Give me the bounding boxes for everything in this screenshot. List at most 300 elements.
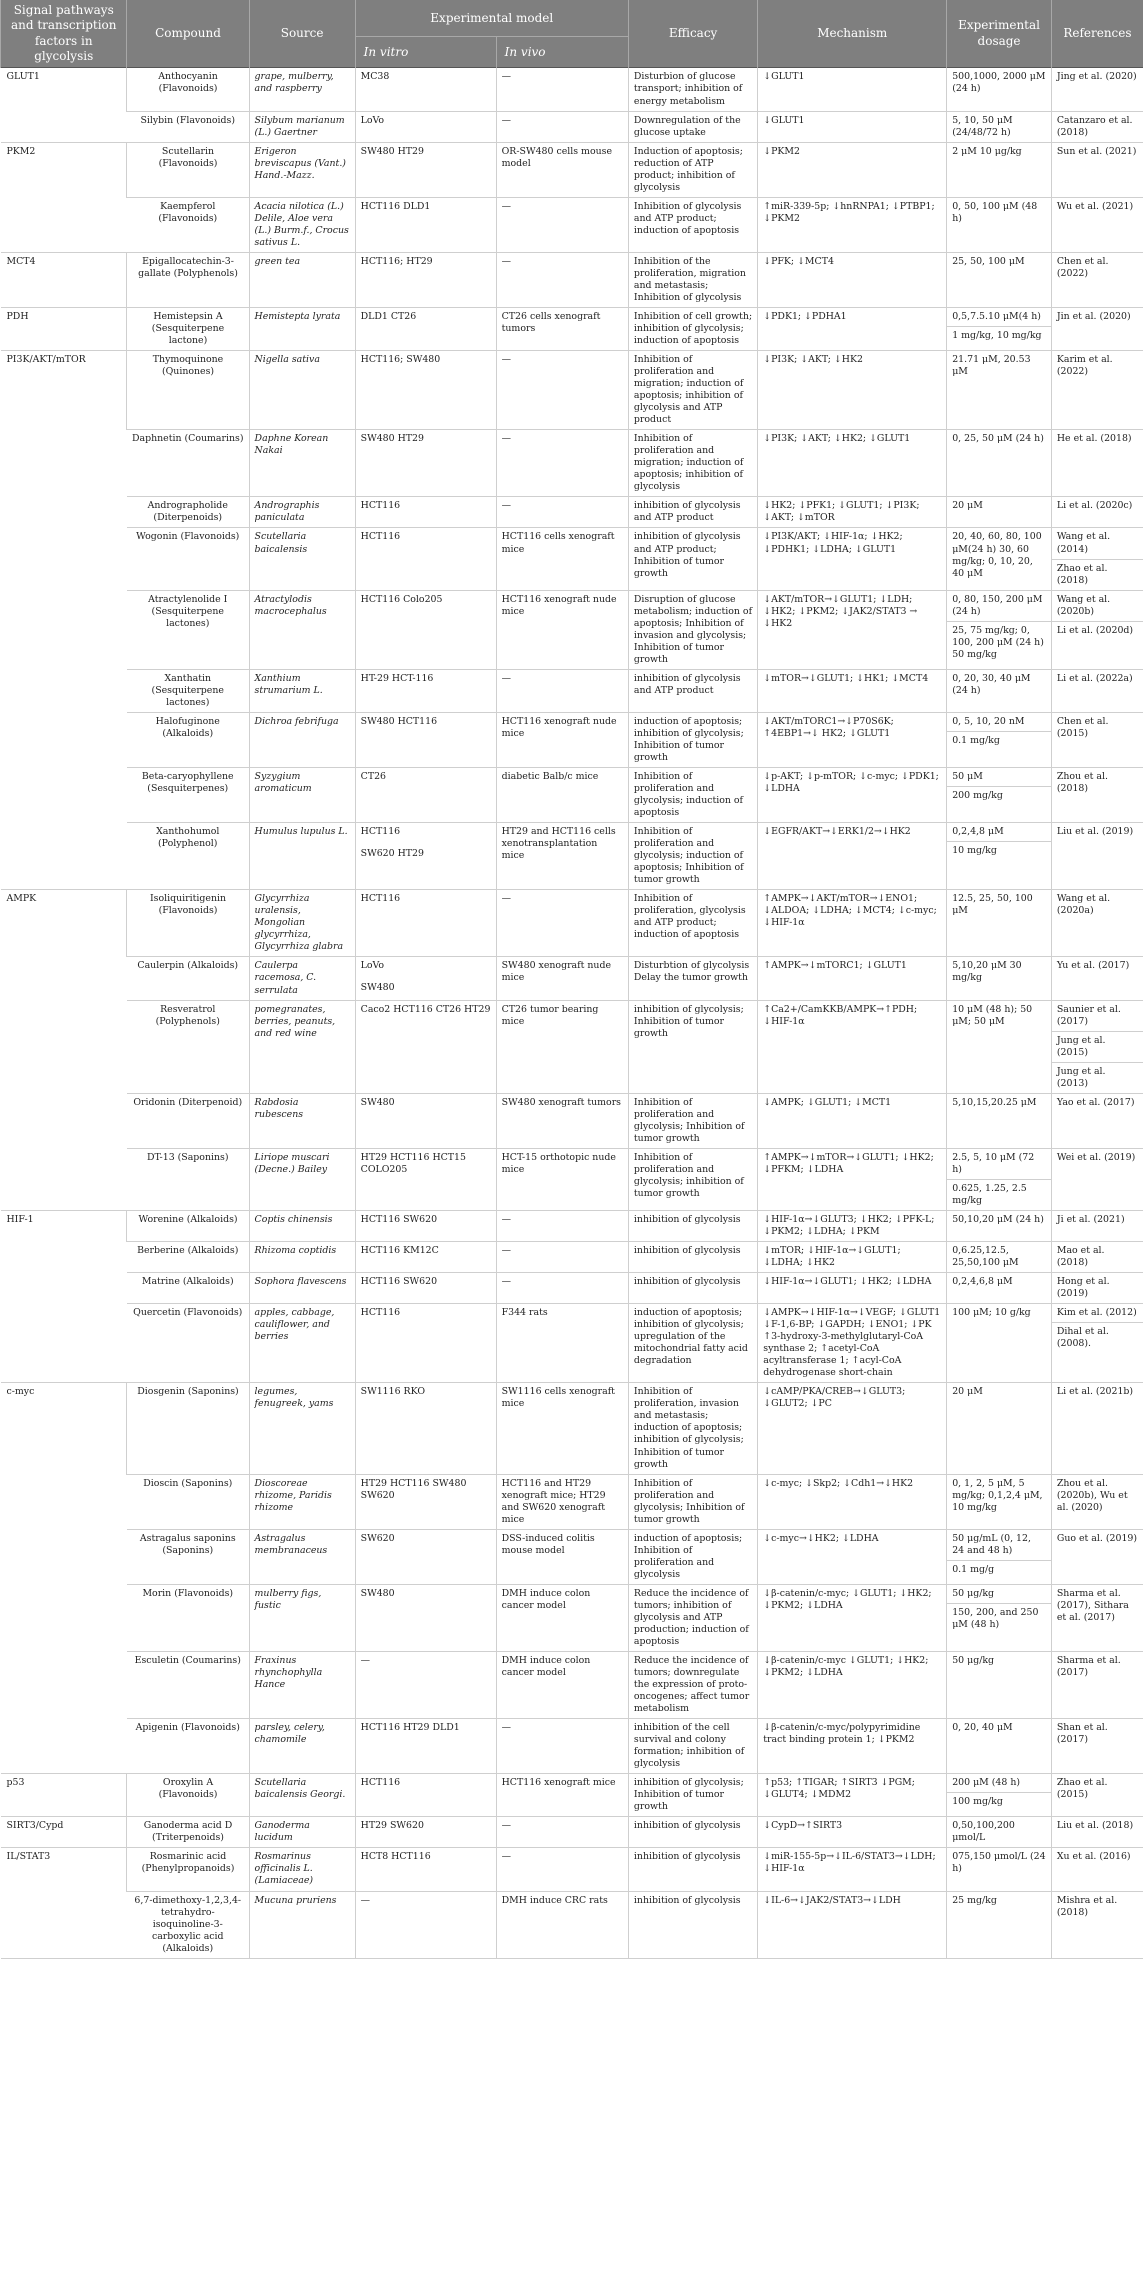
efficacy-cell: induction of apoptosis; Inhibition of proliferation and glycolysis (628, 1529, 757, 1584)
source-cell: Hemistepta lyrata (249, 307, 355, 350)
compound-cell: Quercetin (Flavonoids) (127, 1304, 249, 1383)
in-vitro-cell (355, 1817, 496, 1848)
in-vitro-cell (355, 111, 496, 142)
reference-line: Kim et al. (2012) (1056, 1307, 1137, 1319)
compound-cell: 6,7-dimethoxy-1,2,3,4-tetrahydro-isoquinoline-3-carboxylic acid (Alkaloids) (127, 1891, 249, 1958)
dosage-cell (947, 957, 1052, 1000)
in-vitro-cell (355, 1891, 496, 1958)
reference-line: Li et al. (2022a) (1056, 672, 1133, 684)
in-vitro-cell (355, 823, 496, 890)
efficacy-cell: Inhibition of the proliferation, migration and metastasis; Inhibition of glycolysis (628, 252, 757, 307)
dosage-line: 12.5, 25, 50, 100 μM (952, 893, 1033, 917)
mechanism-cell: ↑AMPK→↓mTORC1; ↓GLUT1 (758, 957, 947, 1000)
efficacy-cell: Inhibition of proliferation and glycolysis; Inhibition of tumor growth (628, 1093, 757, 1148)
header-dosage: Experimental dosage (947, 0, 1052, 68)
mechanism-cell: ↓EGFR/AKT→↓ERK1/2→↓HK2 (758, 823, 947, 890)
in-vitro-line: HCT116 (360, 1307, 401, 1319)
header-in-vivo: In vivo (496, 37, 628, 68)
efficacy-cell: Disturbion of glucose transport; inhibition of energy metabolism (628, 68, 757, 111)
source-cell: Ganoderma lucidum (249, 1817, 355, 1848)
in-vivo-cell: HCT116 xenograft nude mice (496, 590, 628, 669)
in-vitro-line: SW620 HT29 (360, 848, 424, 860)
compound-cell: Anthocyanin (Flavonoids) (127, 68, 249, 111)
in-vitro-line: SW480 HCT116 (360, 715, 438, 727)
in-vitro-cell (355, 1210, 496, 1241)
reference-cell (1051, 957, 1143, 1000)
table-row (1, 1148, 1144, 1210)
reference-line: Xu et al. (2016) (1056, 1851, 1131, 1863)
in-vitro-cell (355, 68, 496, 111)
mechanism-cell: ↓PFK; ↓MCT4 (758, 252, 947, 307)
mechanism-cell: ↓p-AKT; ↓p-mTOR; ↓c-myc; ↓PDK1; ↓LDHA (758, 768, 947, 823)
in-vivo-cell: — (496, 1273, 628, 1304)
source-cell: pomegranates, berries, peanuts, and red wine (249, 1000, 355, 1093)
dosage-line: 50 μM (952, 771, 983, 782)
compound-cell: Oroxylin A (Flavonoids) (127, 1774, 249, 1817)
table-row (1, 1273, 1144, 1304)
in-vitro-cell (355, 252, 496, 307)
compound-cell: Andrographolide (Diterpenoids) (127, 497, 249, 528)
in-vivo-cell: DSS-induced colitis mouse model (496, 1529, 628, 1584)
compound-cell: Epigallocatechin-3-gallate (Polyphenols) (127, 252, 249, 307)
header-source: Source (249, 0, 355, 68)
pathway-cell: PI3K/AKT/mTOR (1, 351, 127, 890)
dosage-cell (947, 351, 1052, 430)
efficacy-cell: inhibition of glycolysis (628, 1242, 757, 1273)
pathway-cell: PKM2 (1, 142, 127, 252)
mechanism-cell: ↓HIF-1α→↓GLUT1; ↓HK2; ↓LDHA (758, 1273, 947, 1304)
in-vitro-cell (355, 1242, 496, 1273)
in-vitro-line: HT29 SW620 (360, 1820, 424, 1832)
in-vitro-line: HT29 HCT116 HCT15 COLO205 (360, 1151, 466, 1175)
mechanism-cell: ↑p53; ↑TIGAR; ↑SIRT3 ↓PGM; ↓GLUT4; ↓MDM2 (758, 1774, 947, 1817)
table-row (1, 497, 1144, 528)
mechanism-cell: ↓mTOR→↓GLUT1; ↓HK1; ↓MCT4 (758, 669, 947, 712)
mechanism-cell: ↓PDK1; ↓PDHA1 (758, 307, 947, 350)
in-vivo-cell: DMH induce colon cancer model (496, 1651, 628, 1718)
header-compound: Compound (127, 0, 249, 68)
efficacy-cell: inhibition of glycolysis and ATP product (628, 669, 757, 712)
efficacy-cell: inhibition of the cell survival and colony formation; inhibition of glycolysis (628, 1719, 757, 1774)
in-vitro-cell (355, 1000, 496, 1093)
in-vivo-cell: — (496, 1817, 628, 1848)
mechanism-cell: ↓AMPK→↓HIF-1α→↓VEGF; ↓GLUT1 ↓F-1,6-BP; ↓GAPDH; ↓ENO1; ↓PK ↑3-hydroxy-3-methylglutaryl-CoA synthase 2; ↑acetyl-CoA acyltransferase 1; ↑acyl-CoA dehydrogenase short-chain (758, 1304, 947, 1383)
in-vitro-line: HCT116 SW620 (360, 1213, 438, 1225)
compound-cell: Diosgenin (Saponins) (127, 1383, 249, 1474)
reference-cell (1051, 1848, 1143, 1891)
dosage-line: 20 μM (952, 500, 983, 512)
in-vitro-line: SW480 HT29 (360, 433, 424, 445)
reference-cell (1051, 430, 1143, 497)
reference-cell (1051, 1000, 1143, 1093)
source-cell: Rhizoma coptidis (249, 1242, 355, 1273)
compound-cell: Caulerpin (Alkaloids) (127, 957, 249, 1000)
in-vitro-line: HCT116 (360, 500, 401, 512)
mechanism-cell: ↓GLUT1 (758, 68, 947, 111)
source-cell: Dichroa febrifuga (249, 712, 355, 767)
source-cell: Syzygium aromaticum (249, 768, 355, 823)
dosage-line: 50,10,20 μM (24 h) (952, 1213, 1044, 1225)
dosage-cell (947, 497, 1052, 528)
dosage-cell (947, 111, 1052, 142)
in-vivo-cell: F344 rats (496, 1304, 628, 1383)
reference-cell (1051, 1474, 1143, 1529)
reference-line: Wang et al. (2020a) (1056, 893, 1111, 917)
mechanism-cell: ↓PKM2 (758, 142, 947, 197)
mechanism-cell: ↓c-myc; ↓Skp2; ↓Cdh1→↓HK2 (758, 1474, 947, 1529)
mechanism-cell: ↑miR-339-5p; ↓hnRNPA1; ↓PTBP1; ↓PKM2 (758, 197, 947, 252)
in-vivo-cell: OR-SW480 cells mouse model (496, 142, 628, 197)
dosage-line: 50 μg/kg (952, 1654, 995, 1666)
source-cell: legumes, fenugreek, yams (249, 1383, 355, 1474)
source-cell: Erigeron breviscapus (Vant.) Hand.-Mazz. (249, 142, 355, 197)
reference-line: Zhou et al. (2018) (1056, 771, 1108, 795)
reference-line: Jung et al. (2013) (1052, 1062, 1143, 1093)
reference-line: Chen et al. (2015) (1056, 715, 1109, 739)
pathway-cell: HIF-1 (1, 1210, 127, 1382)
compound-cell: Apigenin (Flavonoids) (127, 1719, 249, 1774)
efficacy-cell: inhibition of glycolysis (628, 1848, 757, 1891)
dosage-line: 20, 40, 60, 80, 100 μM(24 h) 30, 60 mg/kg; 0, 10, 20, 40 μM (952, 531, 1042, 579)
reference-line: Li et al. (2020c) (1056, 500, 1133, 512)
in-vitro-cell (355, 307, 496, 350)
in-vitro-cell (355, 1529, 496, 1584)
header-model: Experimental model (355, 0, 628, 37)
source-cell: Coptis chinensis (249, 1210, 355, 1241)
reference-line: Zhao et al. (2015) (1056, 1777, 1108, 1801)
in-vivo-cell: — (496, 1210, 628, 1241)
dosage-line: 0.1 mg/kg (947, 731, 1051, 750)
source-cell: Silybum marianum (L.) Gaertner (249, 111, 355, 142)
dosage-cell (947, 712, 1052, 767)
in-vitro-cell (355, 430, 496, 497)
efficacy-cell: Inhibition of proliferation and glycolysis; Inhibition of tumor growth (628, 1474, 757, 1529)
table-row (1, 1817, 1144, 1848)
mechanism-cell: ↓AMPK; ↓GLUT1; ↓MCT1 (758, 1093, 947, 1148)
pathway-cell: MCT4 (1, 252, 127, 307)
reference-cell (1051, 1273, 1143, 1304)
dosage-line: 200 μM (48 h) (952, 1777, 1021, 1789)
reference-line: Zhou et al. (2020b), Wu et al. (2020) (1056, 1477, 1128, 1513)
mechanism-cell: ↓AKT/mTORC1→↓P70S6K; ↑4EBP1→↓ HK2; ↓GLUT1 (758, 712, 947, 767)
reference-cell (1051, 1719, 1143, 1774)
header-efficacy: Efficacy (628, 0, 757, 68)
table-row (1, 669, 1144, 712)
in-vitro-line: SW480 (360, 982, 395, 994)
efficacy-cell: Induction of apoptosis; reduction of ATP product; inhibition of glycolysis (628, 142, 757, 197)
in-vitro-line: HCT116 HT29 DLD1 (360, 1722, 460, 1734)
dosage-cell (947, 1210, 1052, 1241)
dosage-cell (947, 68, 1052, 111)
reference-cell (1051, 111, 1143, 142)
in-vivo-cell: — (496, 497, 628, 528)
mechanism-cell: ↓GLUT1 (758, 111, 947, 142)
dosage-line: 25, 75 mg/kg; 0, 100, 200 μM (24 h) 50 mg/kg (947, 621, 1051, 664)
efficacy-cell: Disruption of glucose metabolism; induction of apoptosis; Inhibition of invasion and glycolysis; Inhibition of tumor growth (628, 590, 757, 669)
dosage-cell (947, 1848, 1052, 1891)
source-cell: Dioscoreae rhizome, Paridis rhizome (249, 1474, 355, 1529)
dosage-line: 0,50,100,200 μmol/L (952, 1820, 1015, 1844)
table-row (1, 1000, 1144, 1093)
reference-line: Li et al. (2020d) (1052, 621, 1143, 640)
in-vitro-line: SW480 (360, 1587, 395, 1599)
efficacy-cell: Inhibition of proliferation and glycolysis; induction of apoptosis; Inhibition of tumor growth (628, 823, 757, 890)
in-vivo-cell: DMH induce CRC rats (496, 1891, 628, 1958)
efficacy-cell: inhibition of glycolysis; Inhibition of tumor growth (628, 1000, 757, 1093)
table-row (1, 1474, 1144, 1529)
in-vitro-cell (355, 1474, 496, 1529)
in-vitro-cell (355, 497, 496, 528)
table-row (1, 307, 1144, 350)
reference-line: Mao et al. (2018) (1056, 1245, 1105, 1269)
source-cell: Andrographis paniculata (249, 497, 355, 528)
compound-cell: Wogonin (Flavonoids) (127, 528, 249, 590)
source-cell: Scutellaria baicalensis (249, 528, 355, 590)
mechanism-cell: ↓β-catenin/c-myc; ↓GLUT1; ↓HK2; ↓PKM2; ↓LDHA (758, 1584, 947, 1651)
in-vivo-cell: HCT-15 orthotopic nude mice (496, 1148, 628, 1210)
dosage-line: 0,6.25,12.5, 25,50,100 μM (952, 1245, 1019, 1269)
table-row (1, 823, 1144, 890)
reference-line: Ji et al. (2021) (1056, 1213, 1125, 1225)
table-row (1, 197, 1144, 252)
efficacy-cell: Inhibition of proliferation and glycolysis; inhibition of tumor growth (628, 1148, 757, 1210)
in-vivo-cell: — (496, 430, 628, 497)
in-vitro-line: — (360, 1894, 371, 1906)
dosage-cell (947, 1529, 1052, 1584)
pathway-cell: IL/STAT3 (1, 1848, 127, 1958)
dosage-cell (947, 1774, 1052, 1817)
in-vivo-cell: HCT116 and HT29 xenograft mice; HT29 and SW620 xenograft mice (496, 1474, 628, 1529)
in-vivo-cell: — (496, 1242, 628, 1273)
source-cell: apples, cabbage, cauliflower, and berries (249, 1304, 355, 1383)
dosage-line: 0, 25, 50 μM (24 h) (952, 433, 1044, 445)
efficacy-cell: induction of apoptosis; inhibition of glycolysis; upregulation of the mitochondrial fatty acid degradation (628, 1304, 757, 1383)
in-vitro-line: HCT116; HT29 (360, 255, 433, 267)
dosage-line: 10 μM (48 h); 50 μM; 50 μM (952, 1003, 1033, 1027)
dosage-line: 2.5, 5, 10 μM (72 h) (952, 1151, 1035, 1175)
in-vivo-cell: CT26 tumor bearing mice (496, 1000, 628, 1093)
mechanism-cell: ↓IL-6→↓JAK2/STAT3→↓LDH (758, 1891, 947, 1958)
mechanism-cell: ↓HIF-1α→↓GLUT3; ↓HK2; ↓PFK-L; ↓PKM2; ↓LDHA; ↓PKM (758, 1210, 947, 1241)
header-references: References (1051, 0, 1143, 68)
reference-line: Wu et al. (2021) (1056, 200, 1134, 212)
compound-cell: Scutellarin (Flavonoids) (127, 142, 249, 197)
mechanism-cell: ↓mTOR; ↓HIF-1α→↓GLUT1; ↓LDHA; ↓HK2 (758, 1242, 947, 1273)
mechanism-cell: ↑AMPK→↓mTOR→↓GLUT1; ↓HK2; ↓PFKM; ↓LDHA (758, 1148, 947, 1210)
source-cell: Atractylodis macrocephalus (249, 590, 355, 669)
reference-cell (1051, 768, 1143, 823)
reference-cell (1051, 1891, 1143, 1958)
in-vivo-cell: SW480 xenograft nude mice (496, 957, 628, 1000)
efficacy-cell: Inhibition of proliferation, glycolysis and ATP product; induction of apoptosis (628, 890, 757, 957)
in-vivo-cell: — (496, 68, 628, 111)
source-cell: Fraxinus rhynchophylla Hance (249, 1651, 355, 1718)
source-cell: Sophora flavescens (249, 1273, 355, 1304)
in-vivo-cell: — (496, 351, 628, 430)
dosage-line: 0,2,4,6,8 μM (952, 1276, 1013, 1288)
dosage-line: 1 mg/kg, 10 mg/kg (947, 326, 1051, 345)
mechanism-cell: ↓PI3K; ↓AKT; ↓HK2; ↓GLUT1 (758, 430, 947, 497)
dosage-line: 0,2,4,8 μM (952, 826, 1004, 838)
compound-cell: Worenine (Alkaloids) (127, 1210, 249, 1241)
dosage-cell (947, 768, 1052, 823)
reference-line: Shan et al. (2017) (1056, 1722, 1108, 1746)
table-row (1, 1242, 1144, 1273)
in-vitro-line: — (360, 1654, 371, 1666)
dosage-line: 0.625, 1.25, 2.5 mg/kg (947, 1179, 1051, 1210)
in-vivo-cell: diabetic Balb/c mice (496, 768, 628, 823)
dosage-line: 50 μg/kg (952, 1587, 995, 1599)
mechanism-cell: ↓PI3K; ↓AKT; ↓HK2 (758, 351, 947, 430)
source-cell: Rosmarinus officinalis L. (Lamiaceae) (249, 1848, 355, 1891)
in-vitro-line: HCT116 DLD1 (360, 200, 431, 212)
compound-cell: Kaempferol (Flavonoids) (127, 197, 249, 252)
table-row (1, 1891, 1144, 1958)
reference-line: Sharma et al. (2017), Sithara et al. (2017) (1056, 1587, 1129, 1623)
in-vivo-cell: HCT116 xenograft nude mice (496, 712, 628, 767)
in-vitro-line: LoVo (360, 960, 385, 972)
table-row (1, 890, 1144, 957)
dosage-line: 0, 5, 10, 20 nM (952, 715, 1025, 727)
dosage-cell (947, 669, 1052, 712)
mechanism-cell: ↓β-catenin/c-myc/polypyrimidine tract binding protein 1; ↓PKM2 (758, 1719, 947, 1774)
in-vitro-line: MC38 (360, 71, 390, 83)
reference-line: Dihal et al. (2008). (1052, 1322, 1143, 1353)
pathway-cell: AMPK (1, 890, 127, 1211)
reference-cell (1051, 669, 1143, 712)
table-row (1, 957, 1144, 1000)
in-vitro-cell (355, 1651, 496, 1718)
table-row (1, 111, 1144, 142)
source-cell: Acacia nilotica (L.) Delile, Aloe vera (L.) Burm.f., Crocus sativus L. (249, 197, 355, 252)
table-row (1, 1093, 1144, 1148)
in-vivo-cell: HCT116 cells xenograft mice (496, 528, 628, 590)
source-cell: mulberry figs, fustic (249, 1584, 355, 1651)
in-vitro-cell (355, 528, 496, 590)
in-vitro-cell (355, 890, 496, 957)
dosage-line: 100 μM; 10 g/kg (952, 1307, 1031, 1319)
table-body (1, 68, 1144, 1958)
compound-cell: Hemistepsin A (Sesquiterpene lactone) (127, 307, 249, 350)
in-vitro-line: HCT116 KM12C (360, 1245, 439, 1257)
source-cell: Liriope muscari (Decne.) Bailey (249, 1148, 355, 1210)
in-vitro-cell (355, 768, 496, 823)
reference-cell (1051, 351, 1143, 430)
dosage-cell (947, 252, 1052, 307)
dosage-line: 500,1000, 2000 μM (24 h) (952, 71, 1046, 95)
reference-cell (1051, 1093, 1143, 1148)
dosage-cell (947, 1817, 1052, 1848)
table-row (1, 590, 1144, 669)
dosage-cell (947, 1093, 1052, 1148)
in-vitro-line: HCT8 HCT116 (360, 1851, 431, 1863)
reference-line: Sun et al. (2021) (1056, 145, 1137, 157)
dosage-cell (947, 1273, 1052, 1304)
in-vitro-cell (355, 1848, 496, 1891)
reference-cell (1051, 1210, 1143, 1241)
reference-cell (1051, 590, 1143, 669)
reference-cell (1051, 68, 1143, 111)
efficacy-cell: inhibition of glycolysis (628, 1210, 757, 1241)
in-vitro-line: HCT116 Colo205 (360, 593, 443, 605)
in-vitro-cell (355, 957, 496, 1000)
reference-line: Catanzaro et al. (2018) (1056, 114, 1133, 138)
compound-cell: Rosmarinic acid (Phenylpropanoids) (127, 1848, 249, 1891)
reference-cell (1051, 823, 1143, 890)
in-vivo-cell: SW480 xenograft tumors (496, 1093, 628, 1148)
compound-cell: DT-13 (Saponins) (127, 1148, 249, 1210)
dosage-cell (947, 1584, 1052, 1651)
in-vitro-line: SW620 (360, 1532, 395, 1544)
table-row (1, 528, 1144, 590)
in-vivo-cell: — (496, 111, 628, 142)
reference-line: Jing et al. (2020) (1056, 71, 1137, 83)
dosage-line: 25 mg/kg (952, 1894, 997, 1906)
dosage-line: 0, 80, 150, 200 μM (24 h) (952, 593, 1043, 617)
pathway-cell: p53 (1, 1774, 127, 1817)
dosage-line: 0, 20, 40 μM (952, 1722, 1013, 1734)
reference-line: Wang et al. (2014) (1056, 531, 1111, 555)
in-vivo-cell: HCT116 xenograft mice (496, 1774, 628, 1817)
in-vitro-line: HT-29 HCT-116 (360, 672, 434, 684)
efficacy-cell: Reduce the incidence of tumors; downregulate the expression of proto-oncogenes; affect tumor metabolism (628, 1651, 757, 1718)
table-header (1, 0, 1144, 68)
reference-cell (1051, 1817, 1143, 1848)
dosage-line: 25, 50, 100 μM (952, 255, 1025, 267)
dosage-line: 0.1 mg/g (947, 1560, 1051, 1579)
in-vitro-line: DLD1 CT26 (360, 310, 417, 322)
reference-cell (1051, 1584, 1143, 1651)
in-vitro-line: SW480 HT29 (360, 145, 424, 157)
dosage-line: 50 μg/mL (0, 12, 24 and 48 h) (952, 1532, 1031, 1556)
table-row (1, 1383, 1144, 1474)
source-cell: Mucuna pruriens (249, 1891, 355, 1958)
source-cell: Glycyrrhiza uralensis, Mongolian glycyrrhiza, Glycyrrhiza glabra (249, 890, 355, 957)
in-vitro-cell (355, 1719, 496, 1774)
source-cell: Astragalus membranaceus (249, 1529, 355, 1584)
reference-line: Jung et al. (2015) (1052, 1031, 1143, 1062)
in-vitro-line: HCT116 (360, 1777, 401, 1789)
in-vitro-cell (355, 1148, 496, 1210)
source-cell: Xanthium strumarium L. (249, 669, 355, 712)
reference-line: Hong et al. (2019) (1056, 1276, 1110, 1300)
efficacy-cell: Inhibition of proliferation and migration; induction of apoptosis; inhibition of glycolysis (628, 430, 757, 497)
compound-cell: Resveratrol (Polyphenols) (127, 1000, 249, 1093)
table-row (1, 712, 1144, 767)
dosage-cell (947, 1304, 1052, 1383)
table-row (1, 1210, 1144, 1241)
compound-cell: Astragalus saponins (Saponins) (127, 1529, 249, 1584)
efficacy-cell: Disturbtion of glycolysis Delay the tumor growth (628, 957, 757, 1000)
in-vitro-line: HCT116; SW480 (360, 354, 441, 366)
reference-line: Guo et al. (2019) (1056, 1532, 1138, 1544)
in-vivo-cell: — (496, 197, 628, 252)
reference-cell (1051, 1651, 1143, 1718)
table-row (1, 252, 1144, 307)
table-row (1, 1719, 1144, 1774)
mechanism-cell: ↓miR-155-5p→↓IL-6/STAT3→↓LDH; ↓HIF-1α (758, 1848, 947, 1891)
reference-line: Wang et al. (2020b) (1056, 593, 1111, 617)
header-pathway: Signal pathways and transcription factors in glycolysis (1, 0, 127, 68)
in-vitro-cell (355, 1304, 496, 1383)
reference-line: Karim et al. (2022) (1056, 354, 1113, 378)
dosage-cell (947, 1474, 1052, 1529)
reference-cell (1051, 1529, 1143, 1584)
compound-cell: Thymoquinone (Quinones) (127, 351, 249, 430)
in-vitro-cell (355, 712, 496, 767)
compound-cell: Atractylenolide I (Sesquiterpene lactones) (127, 590, 249, 669)
efficacy-cell: Downregulation of the glucose uptake (628, 111, 757, 142)
